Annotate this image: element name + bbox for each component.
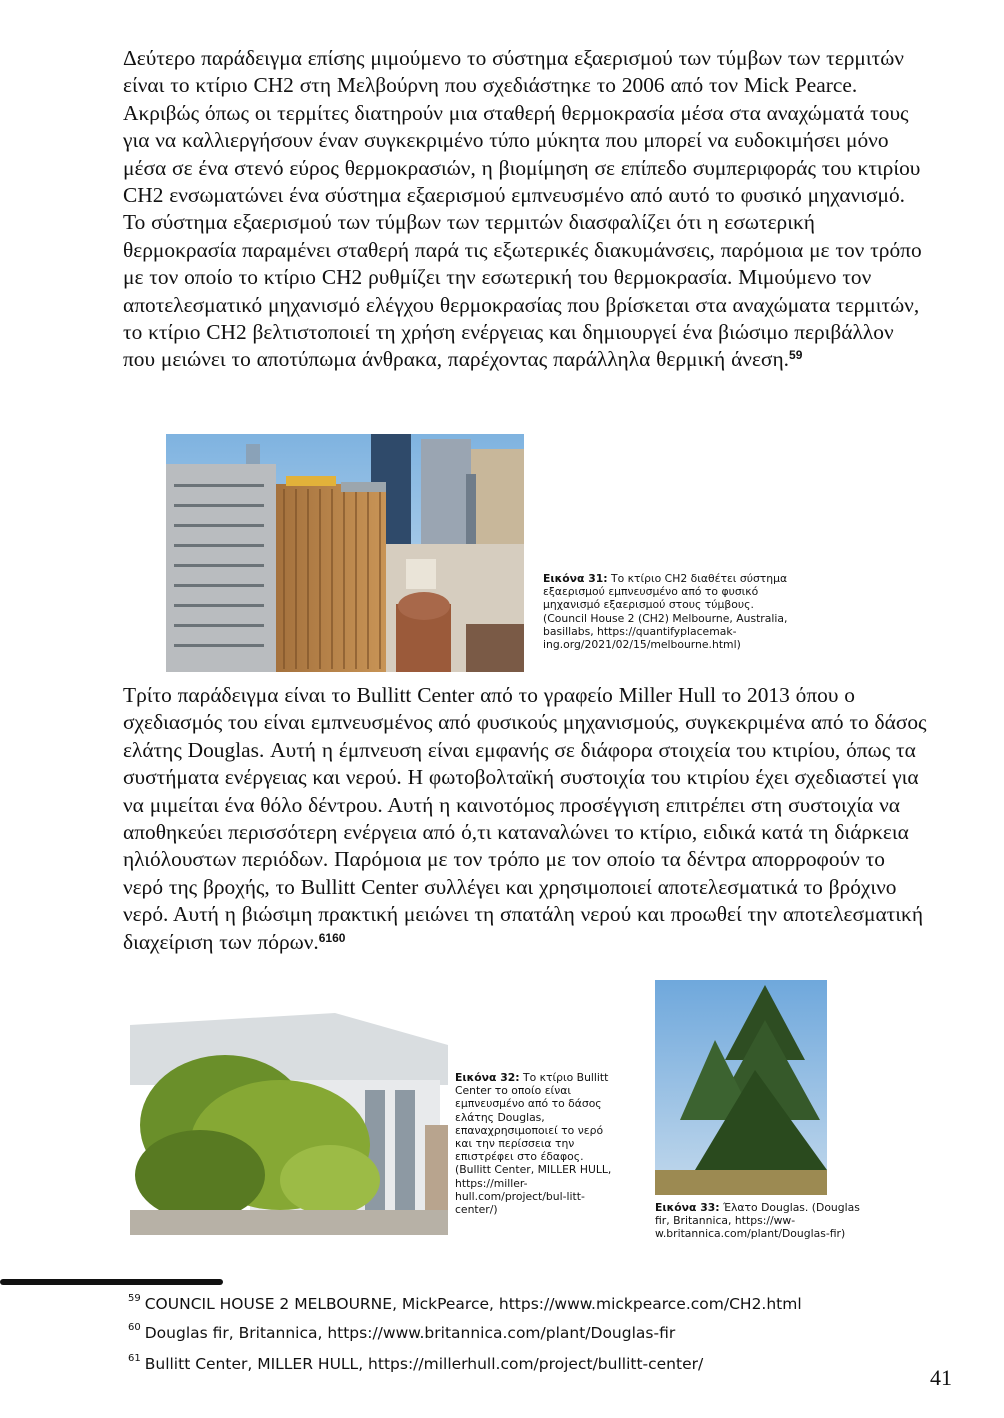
footnote-ref[interactable]: 61: [318, 930, 333, 945]
footnote-ref[interactable]: 60: [332, 930, 346, 945]
figure-31-caption: [543, 572, 798, 651]
figure-caption-text: Το κτίριο Bullitt Center το οποίο είναι εμπνευσμένο από το δάσος ελάτης Douglas, επαναχρησιμοποιεί το νερό και την περίσσεια την επιστρέφει στο έδαφος. (Bullitt Center, MILLER HULL, https://miller-hull.com/project/bul-litt-center/): [455, 1071, 612, 1217]
paragraph-text: Τρίτο παράδειγμα είναι το Bullitt Center από το γραφείο Miller Hull το 2013 όπου ο σχεδιασμός του είναι εμπνευσμένος από φυσικούς μηχανισμούς, συγκεκριμένα από το δάσος ελάτης Douglas. Αυτή η έμπνευση είναι εμφανής σε διάφορα στοιχεία του κτιρίου, όπως τα συστήματα ενέργειας και νερού. Η φωτοβολταϊκή συστοιχία του κτιρίου έχει σχεδιαστεί για να μιμείται ένα θόλο δέντρου. Αυτή η καινοτόμος προσέγγιση επιτρέπει στη συστοιχία να αποθηκεύει περισσότερη ενέργεια από ό,τι καταναλώνει το κτίριο, ειδικά κατά τη διάρκεια ηλιόλουστων περιόδων. Παρόμοια με τον τρόπο με τον οποίο τα δέντρα απορροφούν το νερό της βροχής, το Bullitt Center συλλέγει και χρησιμοποιεί αποτελεσματικά το βρόχινο νερό. Αυτή η βιώσιμη πρακτική μειώνει τη σπατάλη νερού και προωθεί την αποτελεσματική διαχείριση των πόρων.: [123, 683, 927, 954]
figure-label: Εικόνα 31:: [543, 572, 608, 585]
figure-33-caption: [655, 1201, 870, 1241]
figure-label: Εικόνα 32:: [455, 1071, 520, 1084]
footnote-59: [128, 1295, 802, 1313]
figure-32-caption: [455, 1071, 620, 1216]
footnote-separator: [0, 1279, 223, 1285]
footnote-text[interactable]: Bullitt Center, MILLER HULL, https://millerhull.com/project/bullitt-center/: [144, 1355, 704, 1373]
footnote-60: [128, 1324, 675, 1342]
body-paragraph-bullitt: [123, 682, 928, 956]
figure-label: Εικόνα 33:: [655, 1201, 720, 1214]
body-paragraph-ch2: [123, 45, 928, 374]
figure-caption-text: Το κτίριο CH2 διαθέτει σύστημα εξαερισμού εμπνευσμένο από το φυσικό μηχανισμό εξαερισμού στους τύμβους. (Council House 2 (CH2) Melbourne, Australia, basillabs, https://quantifyplacemak-ing.org/2021/02/15/melbourne.html): [543, 572, 788, 652]
footnote-text[interactable]: Douglas fir, Britannica, https://www.britannica.com/plant/Douglas-fir: [144, 1324, 676, 1342]
ch2-building-photo: [166, 434, 524, 672]
footnote-number: 61: [128, 1353, 141, 1364]
paragraph-text: Δεύτερο παράδειγμα επίσης μιμούμενο το σύστημα εξαερισμού των τύμβων των τερμιτών είναι το κτίριο CH2 στη Μελβούρνη που σχεδιάστηκε το 2006 από τον Mick Pearce. Ακριβώς όπως οι τερμίτες διατηρούν μια σταθερή θερμοκρασία μέσα στα αναχώματά τους για να καλλιεργήσουν έναν συγκεκριμένο τύπο μύκητα που μπορεί να ευδοκιμήσει μόνο μέσα σε ένα στενό εύρος θερμοκρασιών, η βιομίμηση σε επίπεδο συμπεριφοράς του κτιρίου CH2 ενσωματώνει ένα σύστημα εξαερισμού εμπνευσμένο από αυτό το φυσικό μηχανισμό. Το σύστημα εξαερισμού των τύμβων των τερμιτών διασφαλίζει ότι η εσωτερική θερμοκρασία παραμένει σταθερή παρά τις εξωτερικές διακυμάνσεις, παρόμοια με τον τρόπο με τον οποίο το κτίριο CH2 ρυθμίζει την εσωτερική του θερμοκρασία. Μιμούμενο τον αποτελεσματικό μηχανισμό ελέγχου θερμοκρασίας που βρίσκεται στα αναχώματα τερμιτών, το κτίριο CH2 βελτιστοποιεί τη χρήση ενέργειας και δημιουργεί ένα βιώσιμο περιβάλλον που μειώνει το αποτύπωμα άνθρακα, παρέχοντας παράλληλα θερμική άνεση.: [123, 46, 922, 372]
footnote-text[interactable]: COUNCIL HOUSE 2 MELBOURNE, MickPearce, https://www.mickpearce.com/CH2.html: [144, 1295, 802, 1313]
page-number: 41: [930, 1365, 952, 1390]
footnote-number: 59: [128, 1293, 141, 1304]
footnote-61: [128, 1355, 703, 1373]
douglas-fir-photo: [655, 980, 827, 1195]
footnote-number: 60: [128, 1322, 141, 1333]
footnote-ref[interactable]: 59: [789, 348, 803, 363]
figure-caption-text: Έλατο Douglas. (Douglas fir, Britannica, https://ww-w.britannica.com/plant/Douglas-fir): [655, 1201, 860, 1241]
bullitt-center-photo: [130, 995, 448, 1235]
